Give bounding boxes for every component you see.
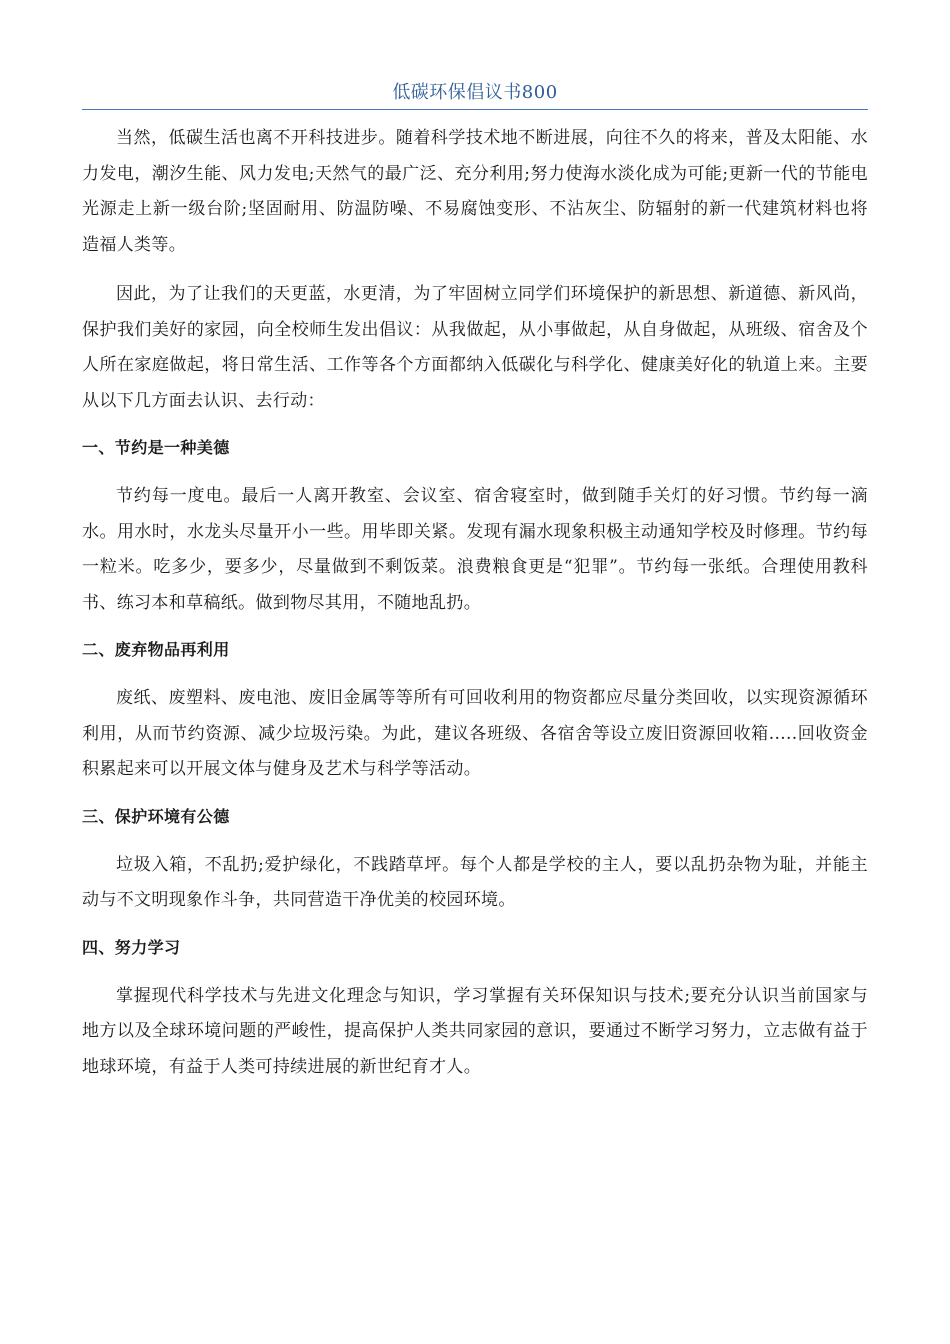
section-paragraph-2: 废纸、废塑料、废电池、废旧金属等等所有可回收利用的物资都应尽量分类回收，以实现资源循环利用，从而节约资源、减少垃圾污染。为此，建议各班级、各宿舍等设立废旧资源回收箱.....回收资金积累起来可以开展文体与健身及艺术与科学等活动。: [82, 688, 868, 779]
intro-paragraph-1: 当然，低碳生活也离不开科技进步。随着科学技术地不断进展，向往不久的将来，普及太阳能、水力发电，潮汐生能、风力发电;天然气的最广泛、充分利用;努力使海水淡化成为可能;更新一代的节能电光源走上新一级台阶;坚固耐用、防温防噪、不易腐蚀变形、不沾灰尘、防辐射的新一代建筑材料也将造福人类等。: [82, 128, 868, 255]
section-heading-3: 三、保护环境有公德: [82, 806, 230, 826]
intro-paragraph-2: 因此，为了让我们的天更蓝，水更清，为了牢固树立同学们环境保护的新思想、新道德、新风尚，保护我们美好的家园，向全校师生发出倡议：从我做起，从小事做起，从自身做起，从班级、宿舍及个人所在家庭做起，将日常生活、工作等各个方面都纳入低碳化与科学化、健康美好化的轨道上来。主要从以下几方面去认识、去行动：: [82, 284, 868, 411]
section-heading-1: 一、节约是一种美德: [82, 438, 230, 457]
document-title: 低碳环保倡议书800: [392, 82, 558, 103]
section-heading-4: 四、努力学习: [82, 937, 181, 957]
section-paragraph-3: 垃圾入箱，不乱扔;爱护绿化，不践踏草坪。每个人都是学校的主人，要以乱扔杂物为耻，并能主动与不文明现象作斗争，共同营造干净优美的校园环境。: [82, 854, 868, 910]
document-body: [82, 121, 868, 1099]
page-header: [82, 80, 868, 110]
section-paragraph-4: 掌握现代科学技术与先进文化理念与知识，学习掌握有关环保知识与技术;要充分认识当前国家与地方以及全球环境问题的严峻性，提高保护人类共同家园的意识，要通过不断学习努力，立志做有益于地球环境，有益于人类可持续进展的新世纪育才人。: [82, 985, 868, 1077]
section-heading-2: 二、废弃物品再利用: [82, 640, 230, 659]
section-paragraph-1: 节约每一度电。最后一人离开教室、会议室、宿舍寝室时，做到随手关灯的好习惯。节约每一滴水。用水时，水龙头尽量开小一些。用毕即关紧。发现有漏水现象积极主动通知学校及时修理。节约每一粒米。吃多少，要多少，尽量做到不剩饭菜。浪费粮食更是“犯罪”。节约每一张纸。合理使用教科书、练习本和草稿纸。做到物尽其用，不随地乱扔。: [82, 486, 868, 613]
